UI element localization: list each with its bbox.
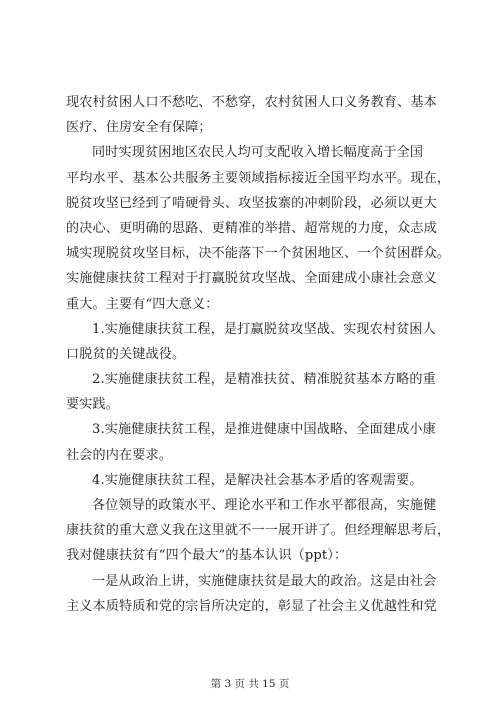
text-line: 康扶贫的重大意义我在这里就不一一展开讲了。但经理解思考后， bbox=[66, 523, 451, 539]
text-line: 4.实施健康扶贫工程，是解决社会基本矛盾的客观需要。 bbox=[92, 472, 423, 488]
text-line: 现农村贫困人口不愁吃、不愁穿，农村贫困人口义务教育、基本 bbox=[66, 95, 437, 110]
text-line: 主义本质特质和党的宗旨所决定的，彰显了社会主义优越性和党 bbox=[66, 598, 437, 614]
text-line: 重大。主要有“四大意义： bbox=[66, 296, 219, 312]
text-line: 实施健康扶贫工程对于打赢脱贫攻坚战、全面建成小康社会意义 bbox=[66, 271, 437, 287]
text-line: 要实践。 bbox=[66, 397, 119, 413]
text-line: 医疗、住房安全有保障； bbox=[66, 120, 212, 136]
text-line: 2.实施健康扶贫工程，是精准扶贫、精准脱贫基本方略的重 bbox=[92, 372, 436, 388]
text-line: 脱贫攻坚已经到了啃硬骨头、攻坚拔寨的冲刺阶段，必须以更大 bbox=[66, 195, 437, 211]
text-line: 城实现脱贫攻坚目标，决不能落下一个贫困地区、一个贫困群众。 bbox=[66, 246, 451, 262]
page-footer: 第 3 页 共 15 页 bbox=[210, 678, 290, 690]
text-line: 的决心、更明确的思路、更精准的举措、超常规的力度，众志成 bbox=[66, 220, 437, 236]
text-line: 社会的内在要求。 bbox=[66, 447, 172, 463]
text-line: 1.实施健康扶贫工程，是打赢脱贫攻坚战、实现农村贫困人 bbox=[92, 321, 436, 337]
text-line: 一是从政治上讲，实施健康扶贫是最大的政治。这是由社会 bbox=[92, 573, 437, 589]
body-text bbox=[66, 90, 451, 619]
text-line: 平均水平、基本公共服务主要领域指标接近全国平均水平。现在， bbox=[66, 170, 451, 186]
text-line: 口脱贫的关键战役。 bbox=[66, 346, 186, 362]
text-line: 我对健康扶贫有“四个最大”的基本认识（ppt）： bbox=[66, 548, 348, 564]
text-line: 各位领导的政策水平、理论水平和工作水平都很高，实施健 bbox=[92, 498, 437, 513]
text-line: 3.实施健康扶贫工程，是推进健康中国战略、全面建成小康 bbox=[92, 422, 436, 438]
text-line: 同时实现贫困地区农民人均可支配收入增长幅度高于全国 bbox=[92, 145, 424, 161]
